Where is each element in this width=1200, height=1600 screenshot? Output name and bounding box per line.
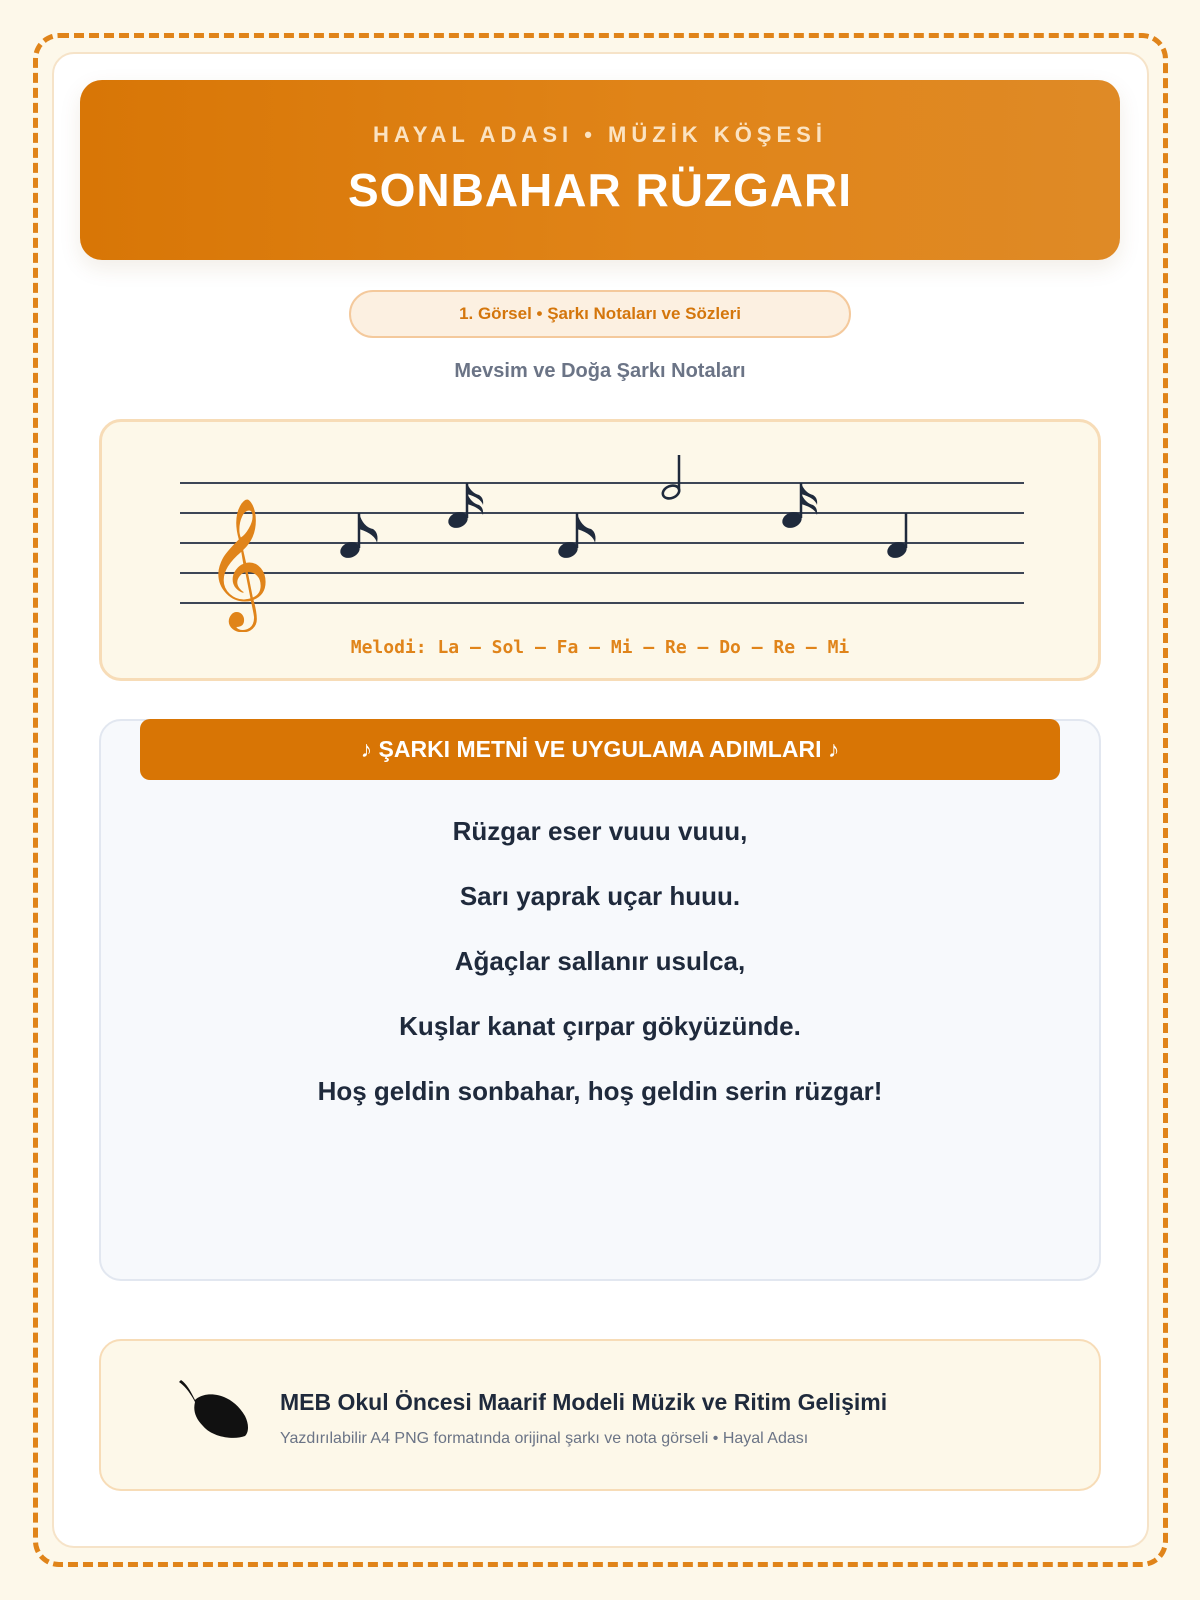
note-quarter: [885, 513, 909, 561]
figure-label-badge: 1. Görsel • Şarkı Notaları ve Sözleri: [349, 290, 851, 338]
note-sixteenth-2: [780, 483, 817, 531]
lyric-line-3: Ağaçlar sallanır usulca,: [454, 946, 746, 976]
lyrics-banner: ♪ ŞARKI METNİ VE UYGULAMA ADIMLARI ♪: [140, 719, 1060, 780]
music-staff: [102, 422, 1102, 632]
lyric-line-1: Rüzgar eser vuuu vuuu,: [452, 816, 748, 846]
melody-text: Melodi: La – Sol – Fa – Mi – Re – Do – Re – Mi: [350, 637, 850, 658]
page-header: [80, 80, 1120, 260]
music-staff-card: [99, 419, 1101, 681]
note-sixteenth-1: [446, 483, 483, 531]
treble-clef-icon: 𝄞: [204, 497, 272, 627]
lyrics-card: [99, 719, 1101, 1281]
leaf-icon: [177, 1376, 251, 1442]
footer-subtitle: Yazdırılabilir A4 PNG formatında orijinal şarkı ve nota görseli • Hayal Adası: [280, 1430, 809, 1447]
note-eighth-1: [338, 513, 378, 561]
lyric-line-4: Kuşlar kanat çırpar gökyüzünde.: [399, 1011, 801, 1041]
page-title: SONBAHAR RÜZGARI: [347, 164, 853, 216]
lyric-line-5: Hoş geldin sonbahar, hoş geldin serin rüzgar!: [317, 1076, 883, 1106]
note-half: [661, 455, 681, 501]
note-eighth-2: [556, 513, 596, 561]
footer-title: MEB Okul Öncesi Maarif Modeli Müzik ve Ritim Gelişimi: [280, 1389, 888, 1415]
section-subtitle: Mevsim ve Doğa Şarkı Notaları: [454, 360, 746, 382]
lyric-line-2: Sarı yaprak uçar huuu.: [459, 881, 741, 911]
header-eyebrow: HAYAL ADASI • MÜZİK KÖŞESİ: [373, 122, 827, 147]
